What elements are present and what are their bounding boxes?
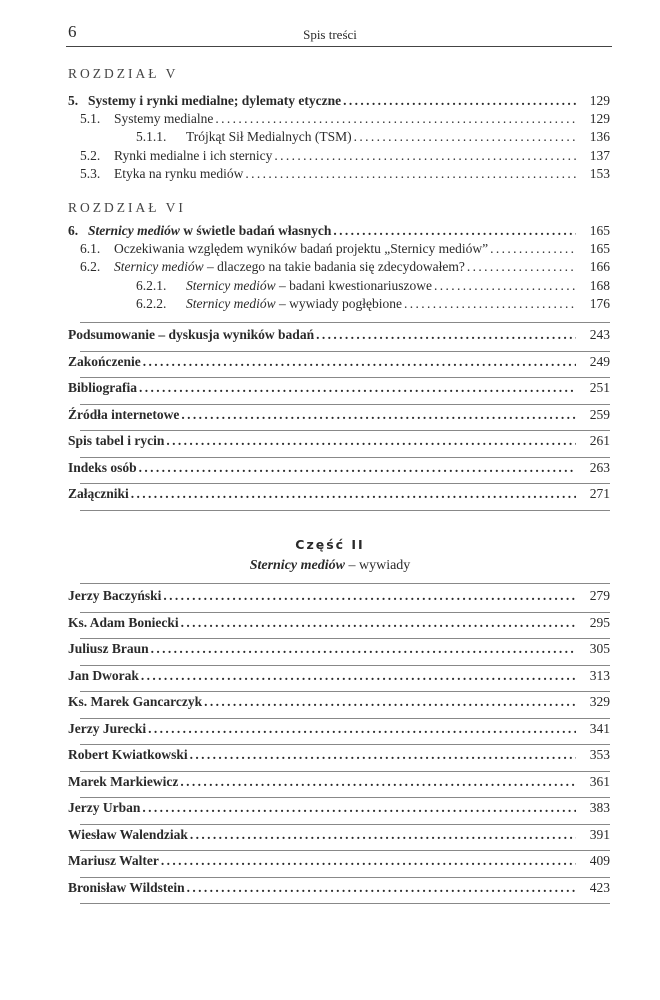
toc-entry[interactable]: [68, 93, 610, 111]
dot-leader: [333, 223, 576, 239]
entry-page: 361: [589, 773, 610, 789]
entry-page: 409: [589, 853, 610, 868]
dot-leader: [187, 880, 576, 896]
toc-entry[interactable]: [68, 223, 610, 241]
entry-title: Sternicy mediów – wywiady pogłębione: [186, 295, 402, 311]
row-divider: [80, 718, 610, 719]
part-heading: Część II: [295, 537, 365, 552]
entry-number: 6.2.: [80, 259, 101, 275]
page-number: 6: [68, 22, 77, 41]
entry-title: Sternicy mediów – badani kwestionariuszowe: [186, 277, 432, 293]
entry-title: Podsumowanie – dyskusja wyników badań: [68, 327, 315, 342]
entry-number: 5.3.: [80, 165, 101, 181]
toc-entry[interactable]: [68, 588, 610, 606]
toc-entry[interactable]: [136, 278, 610, 296]
entry-page: 129: [589, 111, 610, 127]
header-rule: [66, 46, 612, 47]
toc-entry[interactable]: [68, 747, 610, 765]
entry-title: Juliusz Braun: [68, 641, 149, 656]
entry-title: Bibliografia: [68, 380, 138, 395]
entry-number: 6.2.1.: [136, 277, 167, 293]
entry-title: Sternicy mediów w świetle badań własnych: [88, 223, 332, 238]
row-divider: [80, 797, 610, 798]
row-divider: [80, 771, 610, 772]
entry-title: Indeks osób: [68, 459, 137, 475]
row-divider: [80, 824, 610, 825]
toc-entry[interactable]: [68, 853, 610, 871]
entry-number: 6.1.: [80, 241, 101, 257]
toc-entry[interactable]: [68, 433, 610, 451]
entry-title: Wiesław Walendziak: [68, 826, 188, 842]
entry-number: 6.: [68, 223, 79, 238]
row-divider: [80, 351, 610, 352]
entry-page: 295: [589, 614, 610, 630]
entry-title: Ks. Adam Boniecki: [68, 614, 179, 630]
row-divider: [80, 483, 610, 484]
dot-leader: [215, 111, 576, 127]
toc-entry[interactable]: [68, 407, 610, 425]
row-divider: [80, 744, 610, 745]
dot-leader: [190, 747, 576, 763]
row-divider: [80, 322, 610, 323]
entry-page: 137: [589, 147, 610, 163]
row-divider: [80, 850, 610, 851]
dot-leader: [139, 380, 576, 396]
entry-page: 261: [589, 433, 610, 448]
row-divider: [80, 404, 610, 405]
toc-entry[interactable]: [80, 241, 610, 259]
entry-title: Systemy i rynki medialne; dylematy etyczne: [88, 93, 342, 108]
entry-page: 353: [589, 747, 610, 762]
dot-leader: [434, 278, 576, 294]
entry-number: 5.2.: [80, 147, 101, 163]
row-divider: [80, 638, 610, 639]
toc-entry[interactable]: [68, 327, 610, 345]
row-divider: [80, 510, 610, 511]
dot-leader: [316, 327, 576, 343]
toc-entry[interactable]: [68, 641, 610, 659]
running-title: Spis treści: [303, 27, 357, 42]
dot-leader: [151, 641, 576, 657]
dot-leader: [245, 166, 576, 182]
row-divider: [80, 903, 610, 904]
entry-page: 168: [589, 277, 610, 293]
entry-title: Jerzy Jurecki: [68, 720, 147, 736]
entry-title: Sternicy mediów – dlaczego na takie badania się zdecydowałem?: [114, 259, 465, 275]
row-divider: [80, 877, 610, 878]
entry-title: Mariusz Walter: [68, 853, 159, 868]
toc-entry[interactable]: [80, 259, 610, 277]
dot-leader: [143, 354, 576, 370]
entry-title: Źródła internetowe: [68, 406, 180, 422]
chapter-heading: ROZDZIAŁ V: [68, 66, 179, 81]
row-divider: [80, 612, 610, 613]
entry-page: 129: [589, 93, 610, 108]
toc-entry[interactable]: [68, 721, 610, 739]
entry-page: 391: [589, 826, 610, 842]
entry-page: 263: [589, 459, 610, 475]
dot-leader: [467, 259, 576, 275]
toc-entry[interactable]: [68, 694, 610, 712]
entry-page: 341: [589, 720, 610, 736]
toc-entry[interactable]: [68, 486, 610, 504]
dot-leader: [490, 241, 576, 257]
entry-number: 5.1.: [80, 111, 101, 127]
dot-leader: [180, 774, 576, 790]
dot-leader: [190, 827, 576, 843]
toc-entry[interactable]: [68, 380, 610, 398]
dot-leader: [139, 460, 576, 476]
toc-entry[interactable]: [80, 166, 610, 184]
entry-title: Rynki medialne i ich sternicy: [114, 147, 273, 163]
toc-entry[interactable]: [68, 827, 610, 845]
dot-leader: [141, 668, 576, 684]
dot-leader: [404, 296, 576, 312]
dot-leader: [148, 721, 576, 737]
entry-title: Robert Kwiatkowski: [68, 747, 188, 762]
entry-page: 153: [589, 165, 610, 181]
entry-title: Załączniki: [68, 486, 129, 501]
toc-entry[interactable]: [136, 296, 610, 314]
dot-leader: [163, 588, 576, 604]
chapter-heading: ROZDZIAŁ VI: [68, 200, 186, 215]
entry-page: 423: [589, 879, 610, 895]
entry-title: Zakończenie: [68, 353, 141, 369]
dot-leader: [204, 694, 576, 710]
dot-leader: [274, 148, 576, 164]
row-divider: [80, 430, 610, 431]
entry-title: Jan Dworak: [68, 667, 139, 683]
toc-entry[interactable]: [68, 880, 610, 898]
dot-leader: [181, 615, 576, 631]
toc-entry[interactable]: [68, 615, 610, 633]
entry-title: Marek Markiewicz: [68, 773, 179, 789]
entry-page: 305: [589, 641, 610, 656]
dot-leader: [343, 93, 576, 109]
entry-title: Trójkąt Sił Medialnych (TSM): [186, 129, 352, 145]
entry-page: 176: [589, 295, 610, 311]
entry-page: 313: [589, 667, 610, 683]
entry-title: Jerzy Baczyński: [68, 588, 162, 603]
entry-title: Bronisław Wildstein: [68, 879, 185, 895]
row-divider: [80, 377, 610, 378]
toc-entry[interactable]: [68, 668, 610, 686]
dot-leader: [181, 407, 576, 423]
toc-entry[interactable]: [68, 800, 610, 818]
entry-page: 243: [589, 327, 610, 342]
row-divider: [80, 665, 610, 666]
toc-entry[interactable]: [80, 111, 610, 129]
toc-entry[interactable]: [136, 129, 610, 147]
entry-page: 259: [589, 406, 610, 422]
entry-page: 166: [589, 259, 610, 275]
entry-page: 251: [589, 380, 610, 395]
entry-number: 6.2.2.: [136, 295, 167, 311]
row-divider: [80, 691, 610, 692]
toc-entry[interactable]: [68, 774, 610, 792]
toc-entry[interactable]: [68, 460, 610, 478]
row-divider: [80, 583, 610, 584]
entry-title: Oczekiwania względem wyników badań projektu „Sternicy mediów”: [114, 241, 489, 257]
row-divider: [80, 457, 610, 458]
dot-leader: [161, 853, 576, 869]
entry-number: 5.: [68, 93, 79, 108]
entry-title: Ks. Marek Gancarczyk: [68, 694, 203, 709]
entry-page: 271: [589, 486, 610, 501]
entry-page: 383: [589, 800, 610, 815]
dot-leader: [166, 433, 576, 449]
entry-page: 136: [589, 129, 610, 145]
part-subtitle: Sternicy mediów – wywiady: [249, 558, 411, 573]
dot-leader: [354, 129, 576, 145]
entry-title: Systemy medialne: [114, 111, 214, 127]
entry-page: 165: [589, 241, 610, 257]
entry-page: 249: [589, 353, 610, 369]
toc-entry[interactable]: [80, 148, 610, 166]
entry-page: 165: [589, 223, 610, 238]
toc-entry[interactable]: [68, 354, 610, 372]
entry-title: Spis tabel i rycin: [68, 433, 165, 448]
entry-title: Jerzy Urban: [68, 800, 141, 815]
entry-page: 279: [589, 588, 610, 603]
dot-leader: [131, 486, 576, 502]
entry-number: 5.1.1.: [136, 129, 167, 145]
dot-leader: [142, 800, 576, 816]
entry-title: Etyka na rynku mediów: [114, 165, 244, 181]
entry-page: 329: [589, 694, 610, 709]
